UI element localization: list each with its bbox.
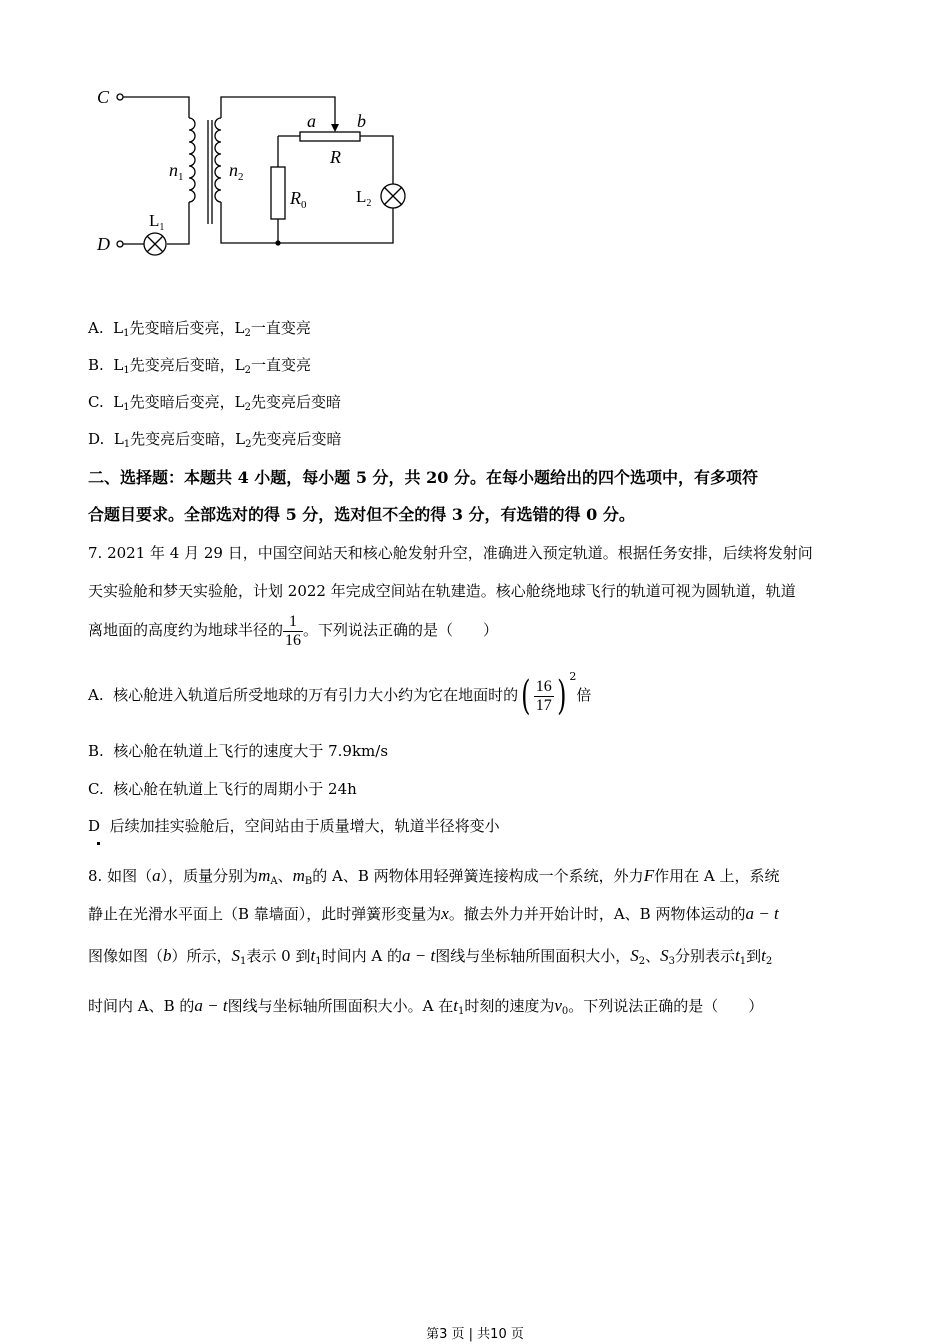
q6-option-d[interactable]: D. $L_1$先变亮后变暗，$L_2$先变亮后变暗: [88, 430, 342, 450]
q7-stem-line1: 7. 2021 年 4 月 29 日，中国空间站天和核心舱发射升空，准确进入预定轨道。根据任务安排，后续将发射问: [88, 544, 813, 562]
q7-option-d[interactable]: D 后续加挂实验舱后，空间站由于质量增大，轨道半径将变小: [88, 817, 500, 835]
lamp-l2-label: $L_2$: [356, 187, 372, 209]
slider-a-label: a: [307, 111, 316, 131]
q7-option-a[interactable]: A. 核心舱进入轨道后所受地球的万有引力大小约为它在地面时的( $\frac{16}{17}$ ) $^2$倍: [88, 670, 592, 719]
q6-option-c[interactable]: C. $L_1$先变暗后变亮，$L_2$先变亮后变暗: [88, 393, 341, 413]
stray-dot: [97, 842, 100, 845]
slider-b-label: b: [357, 111, 366, 131]
coil-n1-label: $n_1$: [169, 160, 184, 183]
coil-n2-label: $n_2$: [229, 160, 244, 183]
resistor-r0-label: $R_0$: [290, 188, 307, 211]
q7-stem-line3: 离地面的高度约为地球半径的 $\frac{1}{16}$ 。下列说法正确的是（ ）: [88, 612, 499, 649]
terminal-c-label: C: [97, 87, 110, 107]
q7-stem-line2: 天实验舱和梦天实验舱，计划 2022 年完成空间站在轨建造。核心舱绕地球飞行的轨道可视为圆轨道，轨道: [88, 582, 796, 600]
q6-option-a[interactable]: A. $L_1$先变暗后变亮，$L_2$一直变亮: [88, 319, 311, 339]
q8-stem-line3: 图像如图（b）所示，$S_1$表示 0 到$t_1$时间内 A 的a − t图线与坐标轴所围面积大小，$S_2$、$S_3$分别表示$t_1$到$t_2$: [88, 946, 773, 967]
page-footer: 第3 页 | 共10 页: [426, 1327, 524, 1342]
q8-stem-line4: 时间内 A、B 的a − t图线与坐标轴所围面积大小。A 在$t_1$时刻的速度为$v_0$。下列说法正确的是（ ）: [88, 996, 764, 1017]
q8-stem-line1: 8. 如图（a），质量分别为$m_A$、$m_B$的 A、B 两物体用轻弹簧连接构成一个系统，外力F作用在 A 上，系统: [88, 866, 780, 887]
lamp-l1-label: $L_1$: [149, 211, 165, 233]
transformer-circuit-diagram: [85, 80, 425, 270]
q7-fraction: $\frac{1}{16}$: [285, 612, 302, 649]
terminal-d-label: D: [97, 234, 110, 254]
q7-option-b[interactable]: B. 核心舱在轨道上飞行的速度大于 7.9km/s: [88, 742, 389, 760]
q7-option-a-fraction: $\frac{16}{17}$: [535, 677, 552, 714]
q6-option-b[interactable]: B. $L_1$先变亮后变暗，$L_2$一直变亮: [88, 356, 312, 376]
section2-heading-line1: 二、选择题：本题共 4 小题，每小题 5 分，共 20 分。在每小题给出的四个选项中，有多项符: [88, 468, 758, 487]
rheostat-r-label: R: [330, 147, 341, 167]
section2-heading-line2: 合题目要求。全部选对的得 5 分，选对但不全的得 3 分，有选错的得 0 分。: [88, 505, 635, 524]
q7-option-c[interactable]: C. 核心舱在轨道上飞行的周期小于 24h: [88, 780, 357, 798]
q8-stem-line2: 静止在光滑水平面上（B 靠墙面），此时弹簧形变量为x。撤去外力并开始计时，A、B 两物体运动的a − t: [88, 904, 779, 923]
